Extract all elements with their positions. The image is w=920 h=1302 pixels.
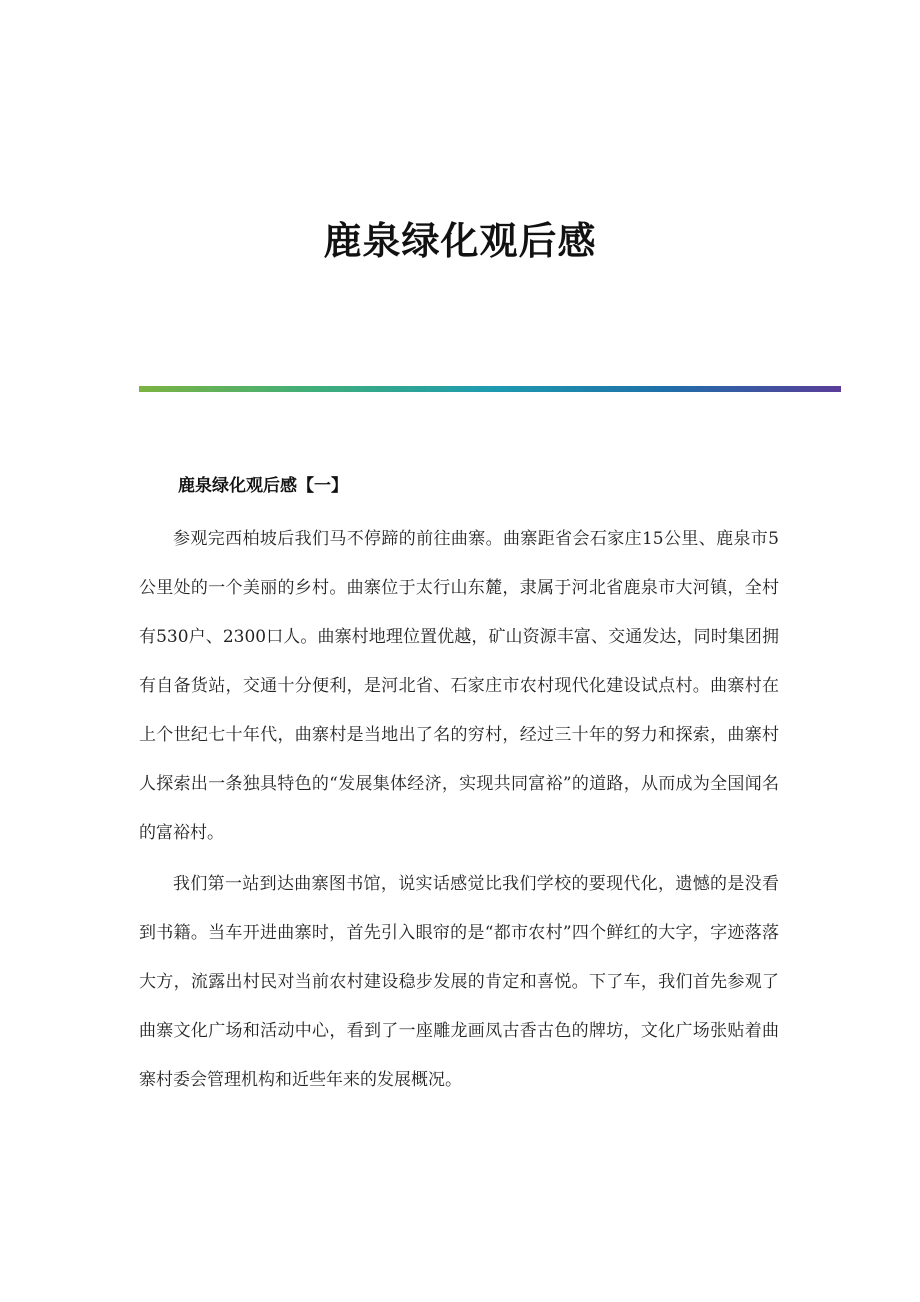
paragraph-2: 我们第一站到达曲寨图书馆，说实话感觉比我们学校的要现代化，遗憾的是没看到书籍。当车开进曲寨时，首先引入眼帘的是“都市农村”四个鲜红的大字，字迹落落大方，流露出村民对当前农村建设稳步发展的肯定和喜悦。下了车，我们首先参观了曲寨文化广场和活动中心，看到了一座雕龙画凤古香古色的牌坊，文化广场张贴着曲寨村委会管理机构和近些年来的发展概况。 [139,874,779,1090]
section-heading: 鹿泉绿化观后感【一】 [178,476,348,496]
gradient-divider [139,386,841,392]
paragraph-1: 参观完西柏坡后我们马不停蹄的前往曲寨。曲寨距省会石家庄15公里、鹿泉市5公里处的一个美丽的乡村。曲寨位于太行山东麓，隶属于河北省鹿泉市大河镇，全村有530户、2300口人。曲寨村地理位置优越，矿山资源丰富、交通发达，同时集团拥有自备货站，交通十分便利，是河北省、石家庄市农村现代化建设试点村。曲寨村在上个世纪七十年代，曲寨村是当地出了名的穷村，经过三十年的努力和探索，曲寨村人探索出一条独具特色的“发展集体经济，实现共同富裕”的道路，从而成为全国闻名的富裕村。 [139,529,779,843]
document-title: 鹿泉绿化观后感 [323,218,597,263]
